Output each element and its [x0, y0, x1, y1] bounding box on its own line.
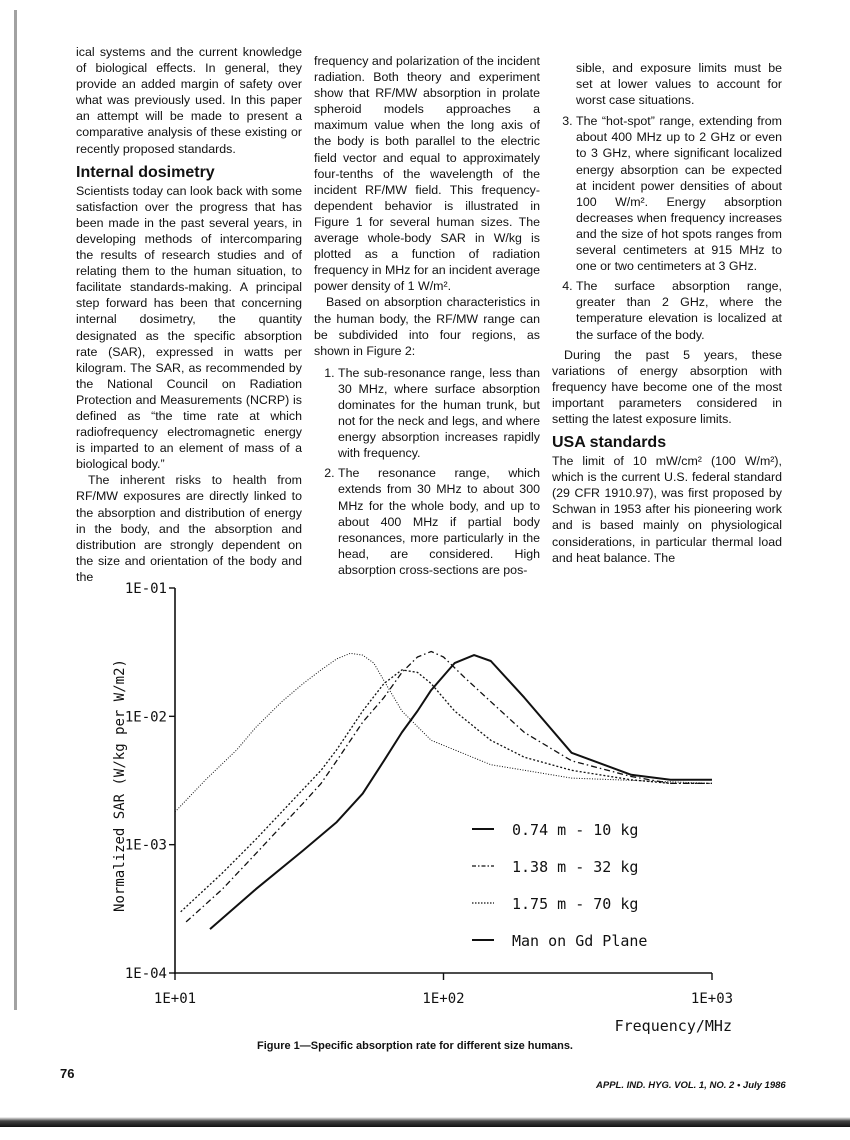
x-tick-label: 1E+02: [422, 991, 465, 1007]
legend-label: 1.75 m - 70 kg: [512, 895, 639, 913]
region-list-b: [552, 113, 782, 342]
col3-paragraph-2: The limit of 10 mW/cm² (100 W/m²), which is the current U.S. federal standard (29 CFR 1910.97), was first proposed by Schwan in 1953 after his pioneering work and is based mainly on physiological considerations, in particular thermal load and heat balance. The: [552, 454, 782, 565]
column-2: [314, 53, 540, 582]
x-axis-label: Frequency/MHz: [614, 1017, 732, 1035]
legend-label: 1.38 m - 32 kg: [512, 858, 639, 876]
col2-paragraph-1: frequency and polarization of the incident radiation. Both theory and experiment show that RF/MW absorption in prolate spheroid models approaches a maximum value when the long axis of the body is both parallel to the electric field vector and equal to approximately four-tenths of the wavelength of the incident RF/MW field. This frequency-dependent behavior is illustrated in Figure 1 for several human sizes. The average whole-body SAR in W/kg is plotted as a function of radiation frequency in MHz for an incident average power density of 1 W/m².: [314, 54, 540, 294]
chart-axes: [112, 581, 733, 1035]
col3-paragraph-1: During the past 5 years, these variations of energy absorption with frequency have become one of the most important parameters considered in setting the latest exposure limits.: [552, 347, 782, 426]
y-tick-label: 1E-04: [124, 966, 167, 982]
x-tick-label: 1E+03: [690, 991, 734, 1007]
heading-usa-standards: USA standards: [552, 434, 667, 452]
list-item: 1. The sub-resonance range, less than 30 MHz, where surface absorption dominates for the human trunk, but not for the neck and legs, and where energy absorption increases rapidly with frequency.: [338, 365, 540, 462]
journal-reference: APPL. IND. HYG. VOL. 1, NO. 2 • July 1986: [596, 1080, 786, 1091]
heading-internal-dosimetry: Internal dosimetry: [76, 163, 215, 181]
legend-label: 0.74 m - 10 kg: [512, 821, 639, 839]
y-tick-label: 1E-02: [124, 709, 167, 726]
col3-continuation: sible, and exposure limits must be set at lower values to account for worst case situations.: [576, 61, 782, 108]
series-line-1: [210, 655, 712, 929]
list-item: 2. The resonance range, which extends from 30 MHz to about 300 MHz for the whole body, and up to about 400 MHz if partial body resonances, more particularly in the head, are considered. High absorption cross-sections are pos-: [338, 465, 540, 578]
y-tick-label: 1E-01: [124, 581, 167, 597]
legend-label: Man on Gd Plane: [512, 932, 648, 950]
chart-series: [175, 652, 712, 930]
sar-chart: [0, 575, 850, 1045]
y-tick-label: 1E-03: [124, 837, 167, 854]
figure-caption: Figure 1—Specific absorption rate for different size humans.: [256, 1040, 573, 1052]
list-item: 4. The surface absorption range, greater than 2 GHz, where the temperature elevation is localized at the surface of the body.: [576, 278, 782, 342]
col1-paragraph-2: The inherent risks to health from RF/MW exposures are directly linked to the absorption and distribution of energy in the body, and the absorption and distribution are strongly dependent on the size and orientation of the body and the: [76, 473, 302, 584]
chart-legend: [472, 821, 647, 950]
col2-paragraph-2: Based on absorption characteristics in the human body, the RF/MW range can be subdivided into four regions, as shown in Figure 2:: [314, 295, 540, 358]
y-axis-label: Normalized SAR (W/kg per W/m2): [112, 659, 128, 912]
x-tick-label: 1E+01: [153, 991, 197, 1007]
column-3: [552, 60, 782, 566]
scan-bottom-edge: [0, 1117, 850, 1127]
page-number: 76: [60, 1066, 75, 1081]
region-list-a: [314, 365, 540, 578]
col1-intro-paragraph: ical systems and the current knowledge of biological effects. In general, they provide an added margin of safety over what was previously used. In this paper an attempt will be made to present a comparative analysis of these existing or recently proposed standards.: [76, 45, 302, 156]
list-item: 3. The “hot-spot” range, extending from about 400 MHz up to 2 GHz or even to 3 GHz, where significant localized energy absorption can be expected at incident power densities of about 100 W/m². Energy absorption decreases when frequency increases and the size of hot spots ranges from several centimeters at 915 MHz to one or two centimeters at 3 GHz.: [576, 113, 782, 274]
col1-paragraph-1: Scientists today can look back with some satisfaction over the progress that has been made in the past several years, in developing methods of intercomparing the results of research studies and of relating them to the human situation, to facilitate standards-making. A principal step forward has been that concerning internal dosimetry, the quantity designated as the specific absorption rate (SAR), expressed in watts per kilogram. The SAR, as recommended by the National Council on Radiation Protection and Measurements (NCRP) is defined as “the time rate at which radiofrequency electromagnetic energy is imparted to an element of mass of a biological body.”: [76, 183, 302, 472]
column-1: [76, 44, 302, 585]
